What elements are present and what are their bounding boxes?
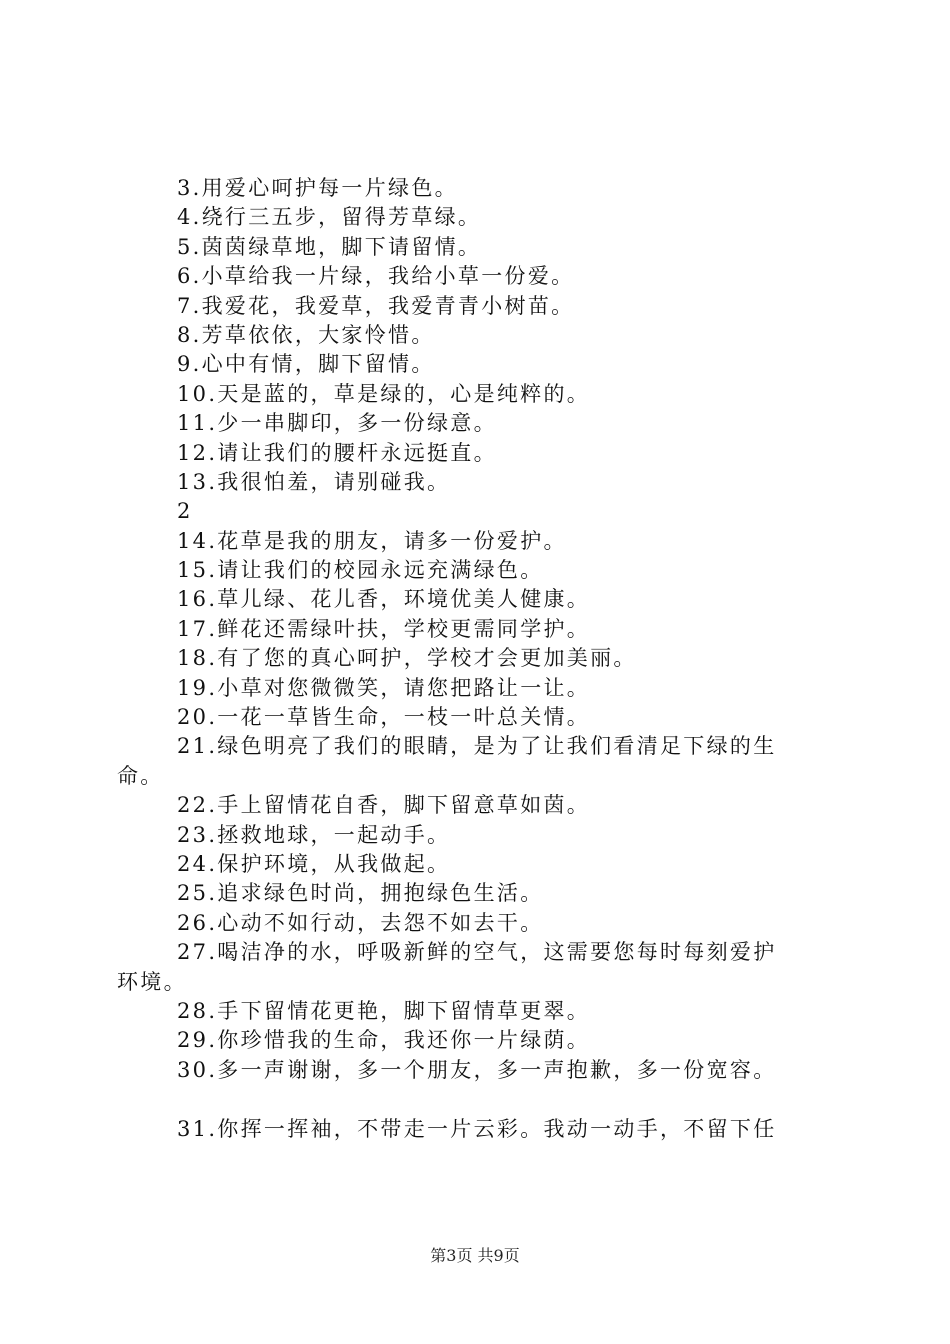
text-line: 9.心中有情，脚下留情。 bbox=[177, 352, 435, 377]
text-line-continuation: 环境。 bbox=[117, 969, 187, 994]
text-line: 15.请让我们的校园永远充满绿色。 bbox=[177, 558, 544, 583]
text-line: 27.喝洁净的水，呼吸新鲜的空气，这需要您每时每刻爱护 bbox=[177, 940, 777, 965]
text-line: 22.手上留情花自香，脚下留意草如茵。 bbox=[177, 793, 591, 818]
text-line: 29.你珍惜我的生命，我还你一片绿荫。 bbox=[177, 1028, 591, 1053]
text-line: 25.追求绿色时尚，拥抱绿色生活。 bbox=[177, 881, 544, 906]
text-line: 20.一花一草皆生命，一枝一叶总关情。 bbox=[177, 705, 591, 730]
text-line: 17.鲜花还需绿叶扶，学校更需同学护。 bbox=[177, 616, 591, 641]
text-line: 4.绕行三五步，留得芳草绿。 bbox=[177, 205, 482, 230]
text-line: 31.你挥一挥袖，不带走一片云彩。我动一动手，不留下任 bbox=[177, 1116, 777, 1141]
text-line: 16.草儿绿、花儿香，环境优美人健康。 bbox=[177, 587, 591, 612]
text-line: 21.绿色明亮了我们的眼睛，是为了让我们看清足下绿的生 bbox=[177, 734, 777, 759]
text-line: 7.我爱花，我爱草，我爱青青小树苗。 bbox=[177, 293, 575, 318]
text-line: 24.保护环境，从我做起。 bbox=[177, 851, 451, 876]
text-line: 23.拯救地球，一起动手。 bbox=[177, 822, 451, 847]
text-line: 6.小草给我一片绿，我给小草一份爱。 bbox=[177, 264, 575, 289]
text-line: 19.小草对您微微笑，请您把路让一让。 bbox=[177, 675, 591, 700]
blank-line bbox=[117, 1085, 833, 1114]
document-body bbox=[117, 174, 833, 1144]
text-line: 8.芳草依依，大家怜惜。 bbox=[177, 322, 435, 347]
text-line-continuation: 命。 bbox=[117, 763, 164, 788]
text-line: 26.心动不如行动，去怨不如去干。 bbox=[177, 910, 544, 935]
text-line: 12.请让我们的腰杆永远挺直。 bbox=[177, 440, 497, 465]
page-footer: 第3页 共9页 bbox=[430, 1246, 520, 1265]
text-line: 13.我很怕羞，请别碰我。 bbox=[177, 469, 451, 494]
text-line: 11.少一串脚印，多一份绿意。 bbox=[177, 411, 497, 436]
text-line: 30.多一声谢谢，多一个朋友，多一声抱歉，多一份宽容。 bbox=[177, 1057, 777, 1082]
text-line: 28.手下留情花更艳，脚下留情草更翠。 bbox=[177, 998, 591, 1023]
text-line: 10.天是蓝的，草是绿的，心是纯粹的。 bbox=[177, 381, 591, 406]
text-line: 18.有了您的真心呵护，学校才会更加美丽。 bbox=[177, 646, 637, 671]
text-line: 5.茵茵绿草地，脚下请留情。 bbox=[177, 234, 482, 259]
page-marker: 2 bbox=[177, 499, 193, 524]
text-line: 3.用爱心呵护每一片绿色。 bbox=[177, 176, 458, 200]
text-line: 14.花草是我的朋友，请多一份爱护。 bbox=[177, 528, 567, 553]
